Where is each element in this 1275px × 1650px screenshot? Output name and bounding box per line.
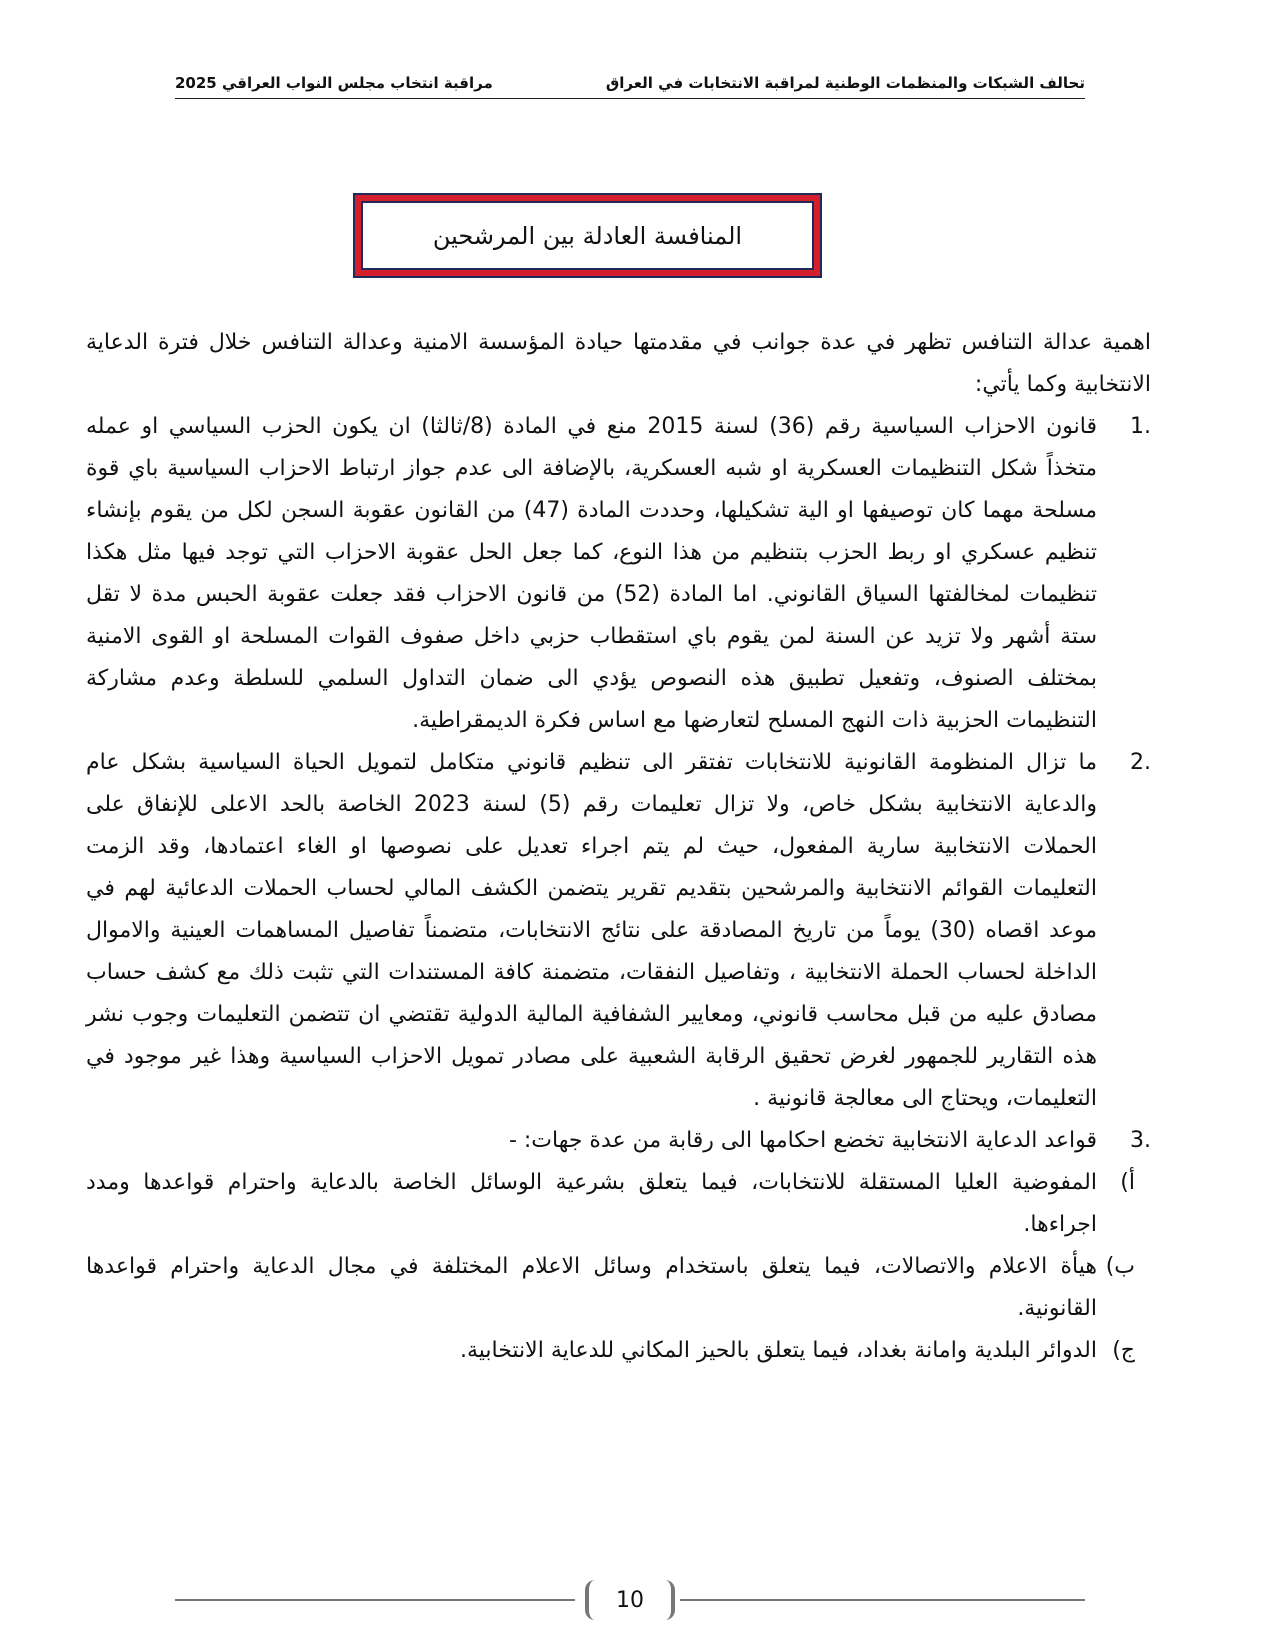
page-header — [175, 72, 1085, 99]
header-subject: مراقبة انتخاب مجلس النواب العراقي 2025 — [175, 74, 493, 92]
sub-item-a — [86, 1162, 1171, 1246]
numbered-item-3 — [86, 1120, 1171, 1162]
item-number: 2. — [1130, 750, 1151, 775]
header-organization: تحالف الشبكات والمنظمات الوطنية لمراقبة الانتخابات في العراق — [605, 74, 1085, 92]
item-number: 3. — [1130, 1128, 1151, 1153]
page-number: 10 — [585, 1580, 675, 1620]
sub-item-text: المفوضية العليا المستقلة للانتخابات، فيما يتعلق بشرعية الوسائل الخاصة بالدعاية واحترام قواعدها ومدد اجراءها. — [86, 1170, 1097, 1237]
numbered-item-1 — [86, 406, 1171, 742]
footer-divider-left — [175, 1599, 575, 1601]
item-number: 1. — [1130, 414, 1151, 439]
sub-item-c — [86, 1330, 1171, 1372]
sub-item-text: هيأة الاعلام والاتصالات، فيما يتعلق باستخدام وسائل الاعلام المختلفة في مجال الدعاية واحترام قواعدها القانونية. — [86, 1254, 1097, 1321]
page-footer — [175, 1580, 1085, 1620]
sub-item-marker: ب) — [1105, 1254, 1135, 1279]
section-title: المنافسة العادلة بين المرشحين — [361, 201, 814, 270]
sub-item-marker: أ) — [1120, 1170, 1135, 1195]
intro-paragraph: اهمية عدالة التنافس تظهر في عدة جوانب في مقدمتها حيادة المؤسسة الامنية وعدالة التنافس خلال فترة الدعاية الانتخابية وكما يأتي: — [86, 330, 1151, 397]
numbered-item-2 — [86, 742, 1171, 1120]
sub-item-marker: ج) — [1112, 1338, 1135, 1363]
item-text: قواعد الدعاية الانتخابية تخضع احكامها الى رقابة من عدة جهات: - — [508, 1128, 1097, 1153]
item-text: قانون الاحزاب السياسية رقم (36) لسنة 2015 منع في المادة (8/ثالثا) ان يكون الحزب السياسي او عمله متخذاً شكل التنظيمات العسكرية او شبه العسكرية، بالإضافة الى عدم جواز ارتباط الاحزاب السياسية باي قوة مسلحة مهما كان توصيفها او الية تشكيلها، وحددت المادة (47) من القانون عقوبة السجن لكل من يقوم بإنشاء تنظيم عسكري او ربط الحزب بتنظيم من هذا النوع، كما جعل الحل عقوبة الاحزاب التي توجد فيها مثل هكذا تنظيمات لمخالفتها السياق القانوني. اما المادة (52) من قانون الاحزاب فقد جعلت عقوبة الحبس مدة لا تقل ستة أشهر ولا تزيد عن السنة لمن يقوم باي استقطاب حزبي داخل صفوف القوات المسلحة او القوى الامنية بمختلف الصنوف، وتفعيل تطبيق هذه النصوص يؤدي الى ضمان التداول السلمي للسلطة وعدم مشاركة التنظيمات الحزبية ذات النهج المسلح لتعارضها مع اساس فكرة الديمقراطية. — [86, 414, 1097, 733]
section-title-box — [353, 193, 822, 278]
sub-item-text: الدوائر البلدية وامانة بغداد، فيما يتعلق بالحيز المكاني للدعاية الانتخابية. — [459, 1338, 1097, 1363]
footer-divider-right — [680, 1599, 1085, 1601]
item-text: ما تزال المنظومة القانونية للانتخابات تفتقر الى تنظيم قانوني متكامل لتمويل الحياة السياسية بشكل عام والدعاية الانتخابية بشكل خاص، ولا تزال تعليمات رقم (5) لسنة 2023 الخاصة بالحد الاعلى للإنفاق على الحملات الانتخابية سارية المفعول، حيث لم يتم اجراء تعديل على نصوصها او الغاء اعتمادها، وقد الزمت التعليمات القوائم الانتخابية والمرشحين بتقديم تقرير يتضمن الكشف المالي لحساب الحملات الدعائية لهم في موعد اقصاه (30) يوماً من تاريخ المصادقة على نتائج الانتخابات، متضمناً تفاصيل المساهمات العينية والاموال الداخلة لحساب الحملة الانتخابية ، وتفاصيل النفقات، متضمنة كافة المستندات التي تثبت ذلك مع كشف حساب مصادق عليه من قبل محاسب قانوني، ومعايير الشفافية المالية الدولية تقتضي ان تتضمن التعليمات وجوب نشر هذه التقارير للجمهور لغرض تحقيق الرقابة الشعبية على مصادر تمويل الاحزاب السياسية وهذا غير موجود في التعليمات، ويحتاج الى معالجة قانونية . — [86, 750, 1097, 1111]
document-body — [86, 322, 1171, 1372]
sub-item-b — [86, 1246, 1171, 1330]
